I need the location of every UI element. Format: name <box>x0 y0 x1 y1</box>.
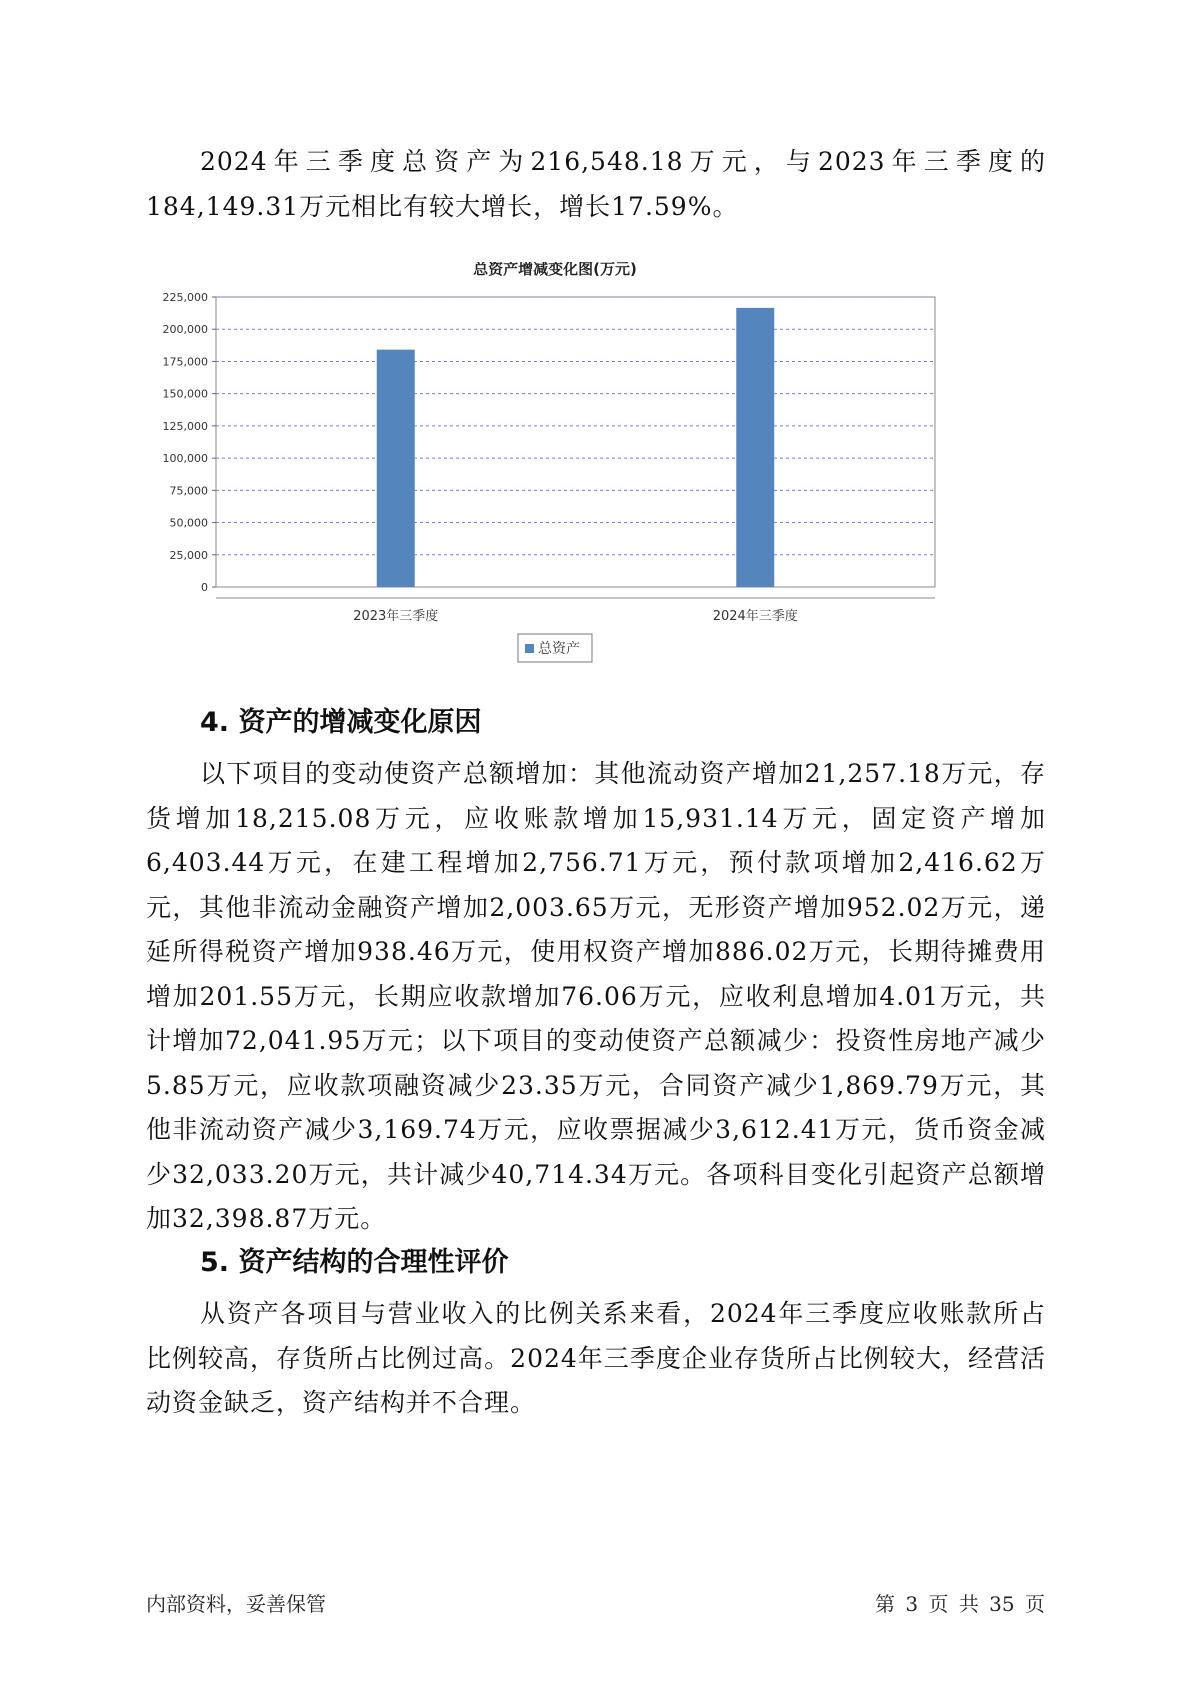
chart-x-tick-label: 2024年三季度 <box>712 609 798 624</box>
chart-y-axis <box>163 291 217 594</box>
section4-paragraph: 以下项目的变动使资产总额增加：其他流动资产增加21,257.18万元，存货增加18,215.08万元，应收账款增加15,931.14万元，固定资产增加6,403.44万元，在建工程增加2,756.71万元，预付款项增加2,416.62万元，其他非流动金融资产增加2,003.65万元，无形资产增加952.02万元，递延所得税资产增加938.46万元，使用权资产增加886.02万元，长期待摊费用增加201.55万元，长期应收款增加76.06万元，应收利息增加4.01万元，共计增加72,041.95万元；以下项目的变动使资产总额减少：投资性房地产减少5.85万元，应收款项融资减少23.35万元，合同资产减少1,869.79万元，其他非流动资产减少3,169.74万元，应收票据减少3,612.41万元，货币资金减少32,033.20万元，共计减少40,714.34万元。各项科目变化引起资产总额增加32,398.87万元。 <box>146 759 1046 1233</box>
footer-confidential-note: 内部资料，妥善保管 <box>146 1592 326 1616</box>
chart-y-tick-label: 150,000 <box>162 387 208 401</box>
chart-legend <box>518 634 592 662</box>
chart-y-tick-label: 75,000 <box>169 484 208 498</box>
section5-paragraph: 从资产各项目与营业收入的比例关系来看，2024年三季度应收账款所占比例较高，存货所占比例过高。2024年三季度企业存货所占比例较大，经营活动资金缺乏，资产结构并不合理。 <box>146 1299 1046 1417</box>
chart-y-tick-label: 25,000 <box>169 548 208 562</box>
footer-page-number: 第 3 页 共 35 页 <box>875 1592 1045 1616</box>
intro-paragraph: 2024年三季度总资产为216,548.18万元，与2023年三季度的184,149.31万元相比有较大增长，增长17.59%。 <box>146 147 1046 221</box>
chart-y-tick-label: 50,000 <box>169 516 208 530</box>
chart-x-axis <box>216 598 935 624</box>
chart-x-tick-label: 2023年三季度 <box>353 609 439 624</box>
chart-y-tick-label: 175,000 <box>162 355 208 369</box>
section5-heading: 5. 资产结构的合理性评价 <box>200 1247 509 1278</box>
chart-bar <box>377 350 415 587</box>
chart-legend-label: 总资产 <box>538 641 580 657</box>
chart-grid <box>216 297 935 587</box>
chart-bar <box>736 308 774 587</box>
chart-y-tick-label: 125,000 <box>162 419 208 433</box>
chart-title: 总资产增减变化图(万元) <box>473 262 637 278</box>
chart-y-tick-label: 100,000 <box>162 452 208 466</box>
total-assets-chart <box>150 262 1020 722</box>
chart-y-tick-label: 0 <box>201 581 208 594</box>
chart-svg <box>150 262 1020 722</box>
chart-y-tick-label: 225,000 <box>162 291 208 304</box>
chart-y-tick-label: 200,000 <box>162 323 208 337</box>
chart-legend-swatch <box>525 644 534 653</box>
section4-heading: 4. 资产的增减变化原因 <box>200 707 482 738</box>
chart-plot-area <box>216 297 935 587</box>
